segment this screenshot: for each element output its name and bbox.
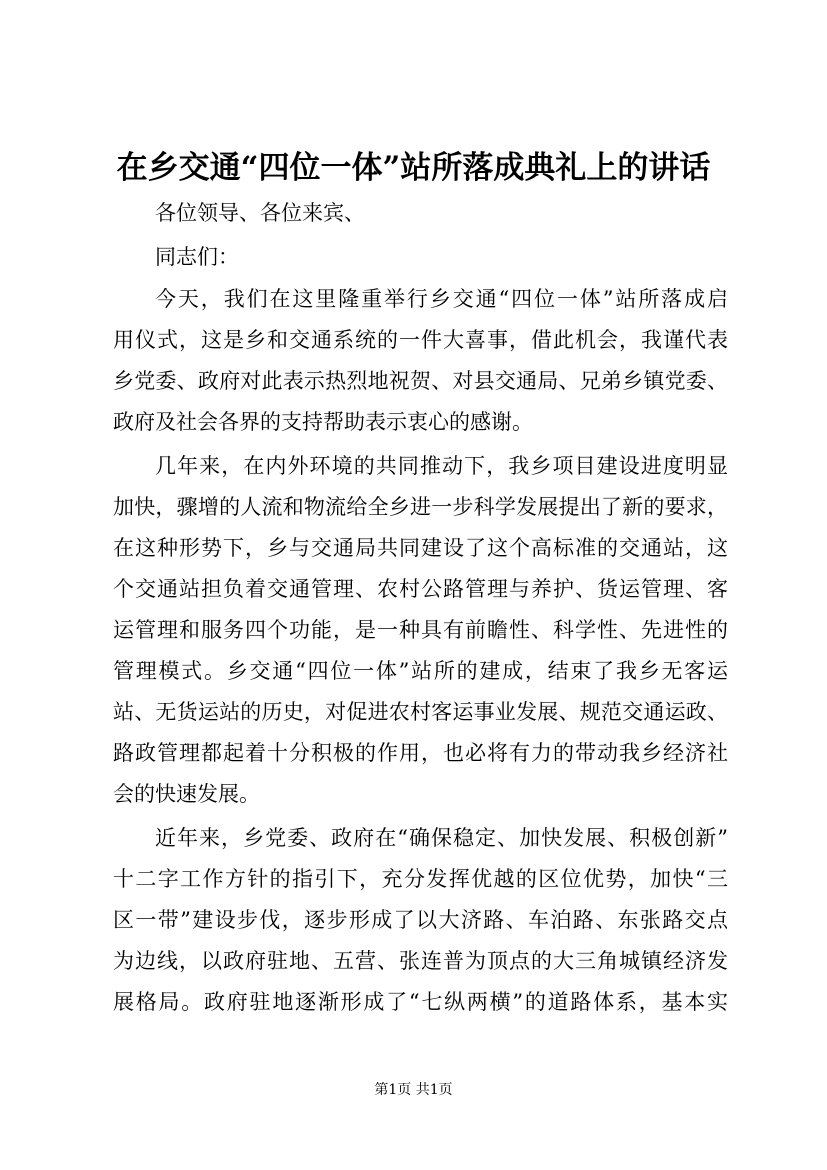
document-title: 在乡交通“四位一体”站所落成典礼上的讲话 [116, 150, 711, 186]
page-footer: 第1页 共1页 [374, 1082, 453, 1098]
paragraph-line: 个交通站担负着交通管理、农村公路管理与养护、货运管理、客 [113, 577, 728, 601]
paragraph-line: 展格局。政府驻地逐渐形成了“七纵两横”的道路体系，基本实 [113, 990, 728, 1014]
paragraph-line: 在这种形势下，乡与交通局共同建设了这个高标准的交通站，这 [113, 536, 728, 560]
paragraph-line: 近年来，乡党委、政府在“确保稳定、加快发展、积极创新” [155, 826, 728, 850]
paragraph-line: 乡党委、政府对此表示热烈地祝贺、对县交通局、兄弟乡镇党委、 [113, 369, 728, 393]
paragraph-line: 政府及社会各界的支持帮助表示衷心的感谢。 [113, 410, 533, 434]
paragraph-line: 路政管理都起着十分积极的作用，也必将有力的带动我乡经济社 [113, 741, 728, 765]
paragraph-line: 区一带”建设步伐，逐步形成了以大济路、车泊路、东张路交点 [113, 908, 728, 932]
paragraph-line: 站、无货运站的历史，对促进农村客运事业发展、规范交通运政、 [113, 700, 728, 724]
paragraph-line: 用仪式，这是乡和交通系统的一件大喜事，借此机会，我谨代表 [113, 328, 728, 352]
paragraph-line: 今天，我们在这里隆重举行乡交通“四位一体”站所落成启 [155, 287, 728, 311]
paragraph-line: 会的快速发展。 [113, 782, 260, 806]
salutation-line: 同志们： [155, 245, 239, 269]
paragraph-line: 几年来，在内外环境的共同推动下，我乡项目建设进度明显 [155, 454, 728, 478]
paragraph-line: 运管理和服务四个功能，是一种具有前瞻性、科学性、先进性的 [113, 618, 728, 642]
paragraph-line: 加快，骤增的人流和物流给全乡进一步科学发展提出了新的要求， [113, 495, 728, 519]
paragraph-line: 十二字工作方针的指引下，充分发挥优越的区位优势，加快“三 [113, 867, 728, 891]
salutation-line: 各位领导、各位来宾、 [155, 201, 365, 225]
paragraph-line: 为边线，以政府驻地、五营、张连普为顶点的大三角城镇经济发 [113, 949, 728, 973]
paragraph-line: 管理模式。乡交通“四位一体”站所的建成，结束了我乡无客运 [113, 659, 728, 683]
